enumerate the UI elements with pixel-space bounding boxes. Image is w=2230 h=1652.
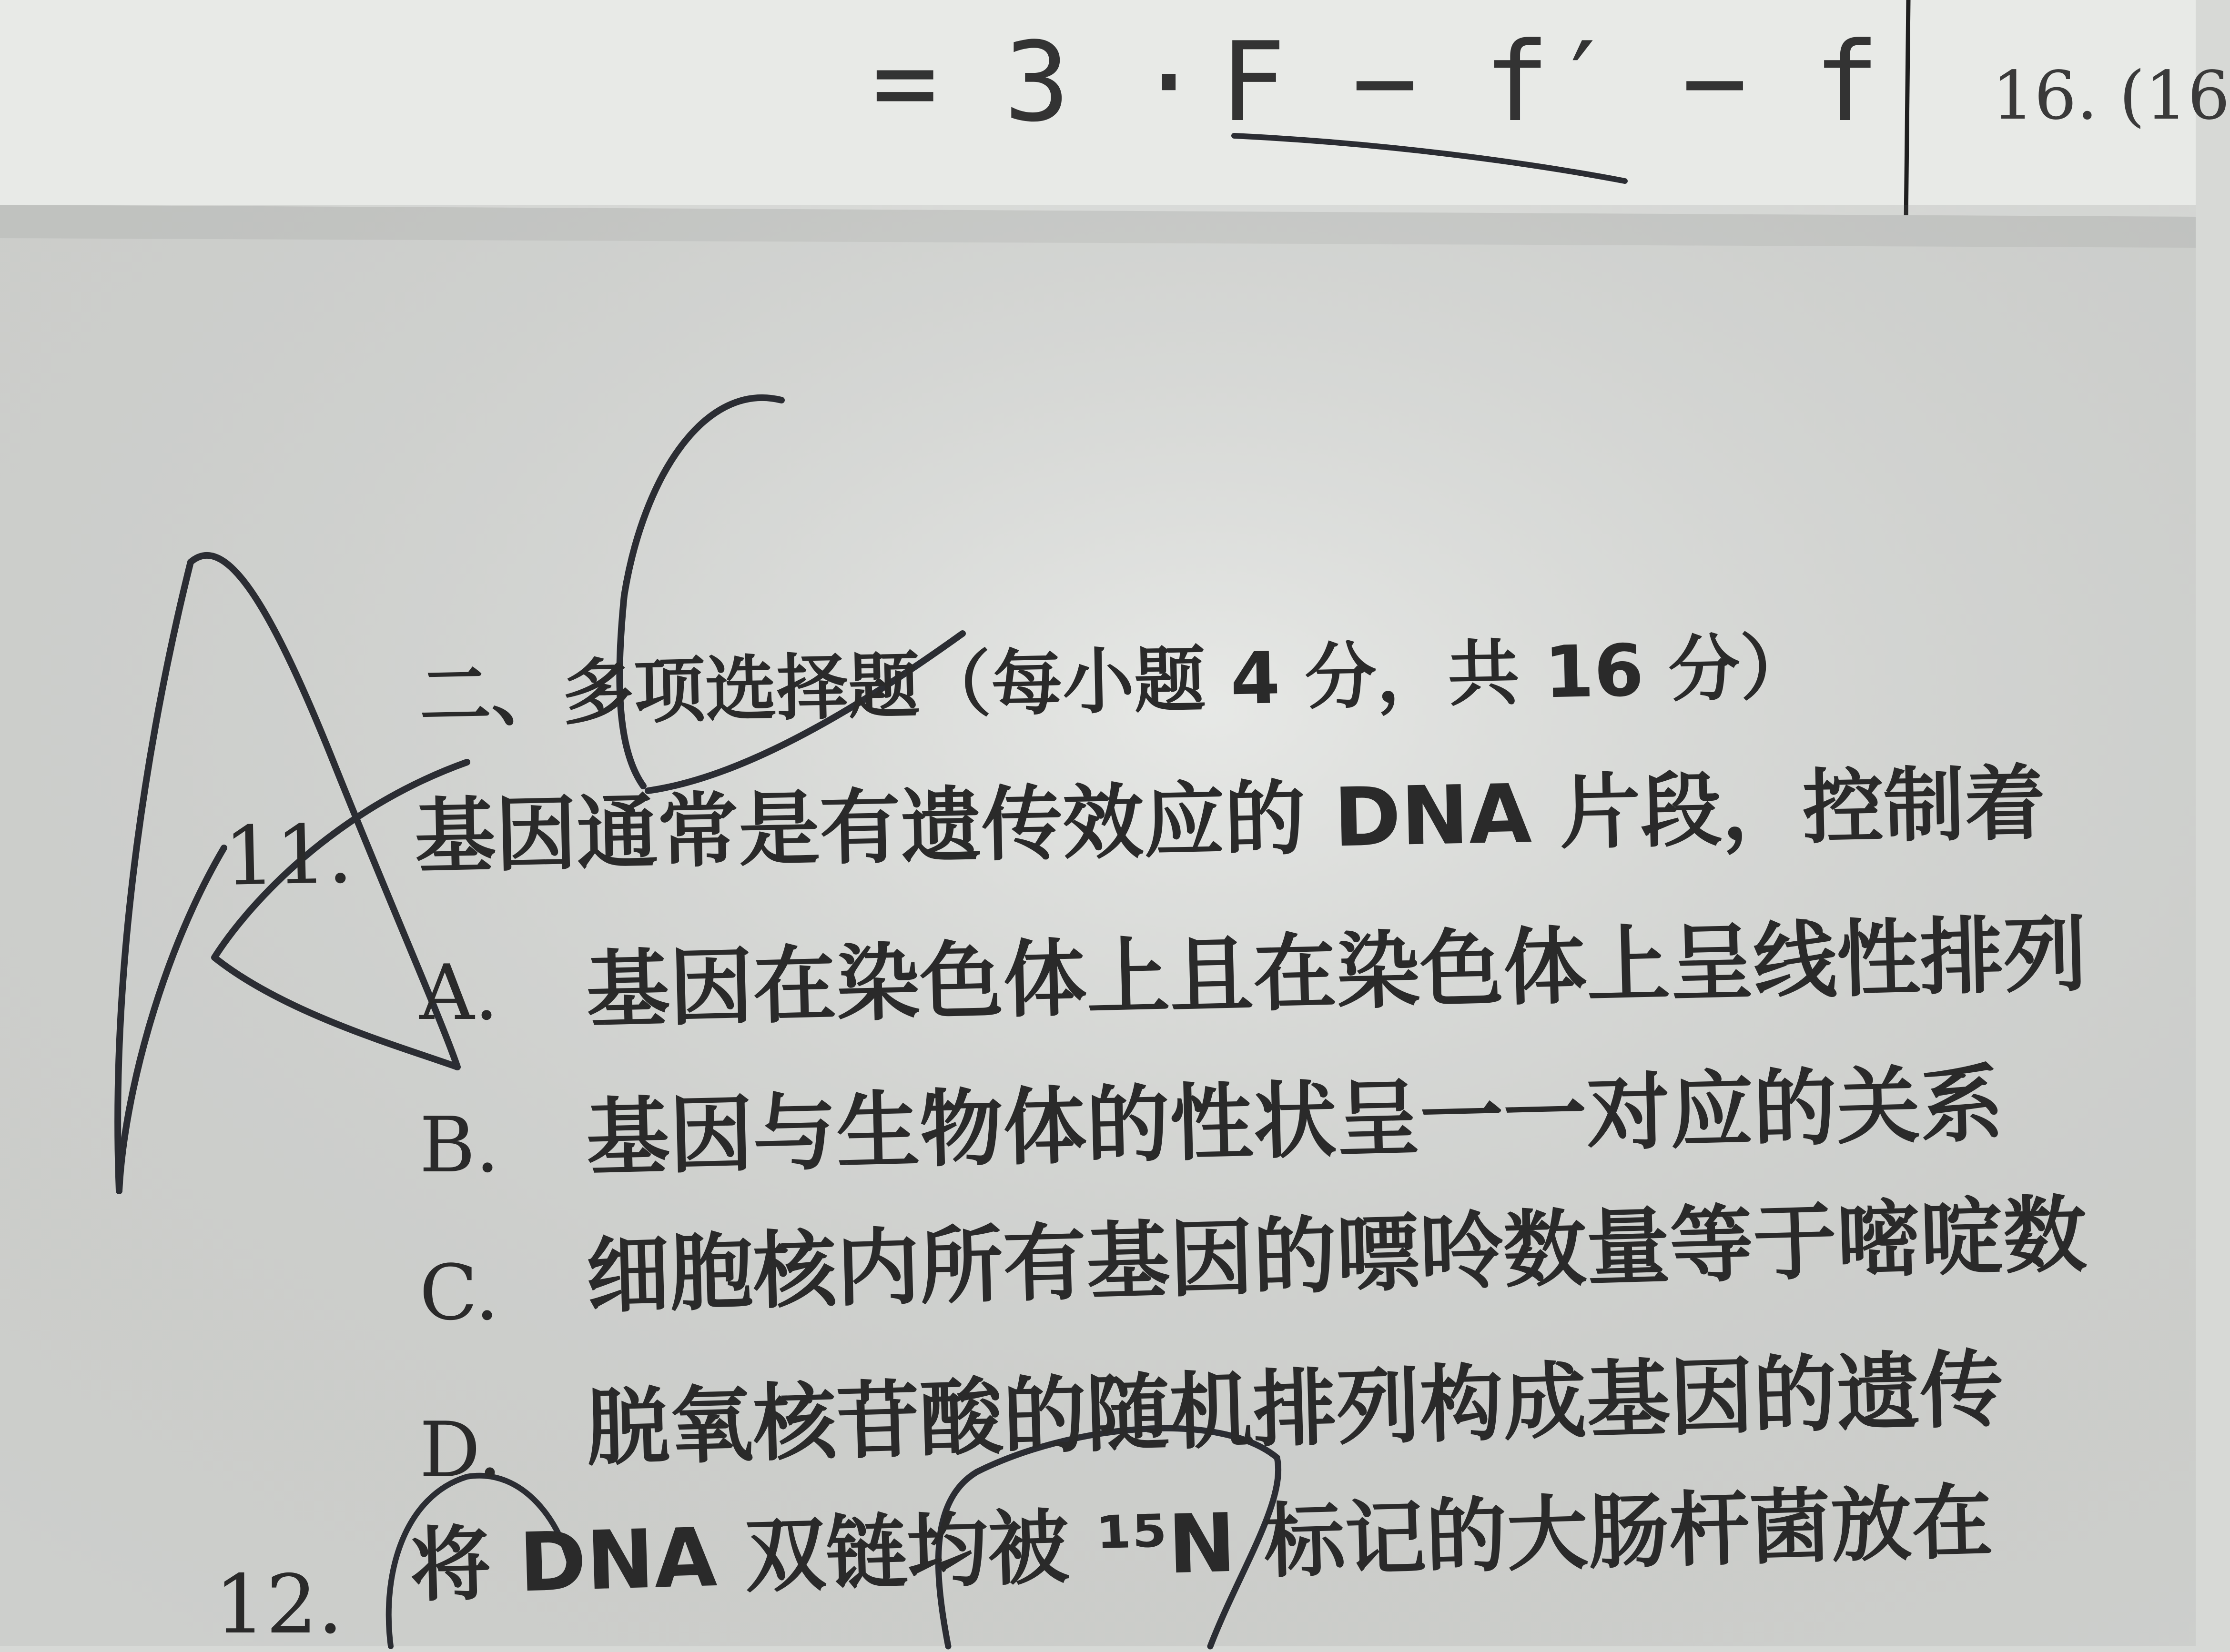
option-text-d: 脱氧核苷酸的随机排列构成基因的遗传 <box>585 1341 2005 1478</box>
question-stem: 将 DNA 双链均被 ¹⁵N 标记的大肠杆菌放在 <box>408 1475 1994 1613</box>
option-text-b: 基因与生物体的性状呈一一对应的关系 <box>585 1056 2005 1187</box>
section-heading: 二、多项选择题（每小题 4 分，共 16 分） <box>418 625 1813 738</box>
next-question-number: 16. (16 <box>1992 57 2230 135</box>
option-letter-b: B. <box>419 1100 500 1189</box>
question-number: 12. <box>214 1558 344 1652</box>
question-number: 11. <box>223 807 354 904</box>
option-text-c: 细胞核内所有基因的嘌呤数量等于嘧啶数 <box>585 1187 2088 1325</box>
option-letter-d: D. <box>419 1405 502 1494</box>
option-letter-c: C. <box>419 1248 499 1337</box>
handwritten-equation-lhs: = 3 · <box>872 19 1202 146</box>
option-text-a: 基因在染色体上且在染色体上呈线性排列 <box>585 906 2088 1039</box>
option-letter-a: A. <box>419 948 499 1037</box>
handwritten-equation-rhs: F − f′ − f <box>1220 19 1880 146</box>
top-sheet-column-divider <box>1906 0 1908 224</box>
question-stem: 基因通常是有遗传效应的 DNA 片段，控制着 <box>414 756 2047 885</box>
